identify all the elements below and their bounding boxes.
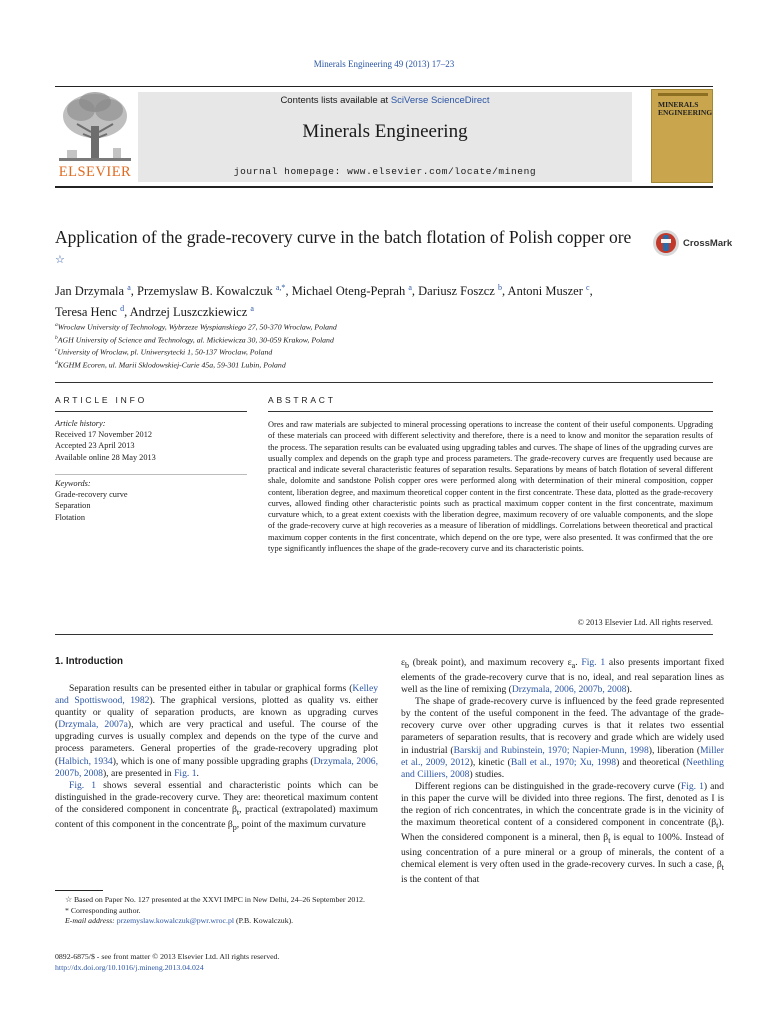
author-list: Jan Drzymala $^a$, Przemyslaw B. Kowalczuk $^{a,*}$, Michael Oteng-Peprah $^a$, Dariusz Foszcz $^b$, Antoni Muszer $^c$, Teresa Henc $^d$, Andrzej Luszczkiewicz $^a$ <box>55 283 593 320</box>
elsevier-wordmark: ELSEVIER <box>58 164 132 180</box>
text-run: ) and theoretical ( <box>616 756 687 768</box>
author[interactable]: Dariusz Foszcz $^b$ <box>418 283 502 299</box>
author[interactable]: Teresa Henc $^d$ <box>55 304 125 320</box>
article-title <box>55 226 640 276</box>
citation-link[interactable]: Ball et al., 1970; Xu, 1998 <box>510 756 617 768</box>
text-run: also presents important fixed elements of the grade-recovery curve that is no, ideal, and real separation lines as well as the line of remixing ( <box>401 657 725 696</box>
keywords-label: Keywords: <box>55 479 91 488</box>
text-run: ε <box>401 657 406 668</box>
citation-link[interactable]: Barskij and Rubinstein, 1970; Napier-Munn, 1998 <box>453 744 649 756</box>
title-footnote-mark[interactable]: ☆ <box>55 254 65 266</box>
body-paragraph <box>401 657 724 696</box>
author[interactable]: Antoni Muszer $^c$ <box>507 283 590 299</box>
text-run: . <box>575 657 582 668</box>
article-info-rule <box>55 411 247 412</box>
online-date: Available online 28 May 2013 <box>55 452 156 462</box>
subscript: p <box>232 822 237 832</box>
subscript: t <box>236 807 240 817</box>
body-paragraph <box>401 781 724 886</box>
body-column-right <box>401 657 724 886</box>
text-run: ), liberation ( <box>648 744 701 756</box>
keywords-rule <box>55 474 247 475</box>
author[interactable]: Jan Drzymala $^a$ <box>55 283 131 299</box>
footnote-star: ☆ Based on Paper No. 127 presented at the XXVI IMPC in New Delhi, 24–26 September 2012. <box>65 895 365 904</box>
cover-title: MINERALS ENGINEERING <box>658 100 713 117</box>
text-run: Separation results can be presented either in tabular or graphical forms ( <box>69 683 353 694</box>
text-run: ). <box>626 684 633 696</box>
doi-link[interactable]: http://dx.doi.org/10.1016/j.mineng.2013.04.024 <box>55 962 204 972</box>
text-run: The shape of grade-recovery curve is influenced by the feed grade represented by the content of the useful component in the feed. The advantage of the grade-recovery curve over other upgrading curves is that it relates two essential parameters of separation results, that is recovery and grade which are widely used in industrial ( <box>401 696 724 756</box>
text-run: ), kinetic ( <box>469 756 511 768</box>
accepted-date: Accepted 23 April 2013 <box>55 441 135 451</box>
text-run: is equal to 100%. Instead of using concentration of a pure mineral or a group of minerals, the content of a chemical element is very often used in the grade-recovery curves. In such a case, β <box>401 832 724 871</box>
subscript: b <box>405 660 410 670</box>
abstract-bottom-rule <box>55 634 713 635</box>
contents-line <box>138 95 632 106</box>
keywords-block <box>55 478 250 523</box>
citation-link[interactable]: Drzymala, 2006, 2007b, 2008 <box>511 684 627 696</box>
contents-prefix: Contents lists available at <box>280 95 391 106</box>
article-history <box>55 418 250 463</box>
abstract-rule <box>268 411 713 412</box>
text-run: ), which is one of many possible upgrading graphs ( <box>112 755 314 767</box>
author[interactable]: Andrzej Luszczkiewicz $^a$ <box>129 304 254 320</box>
text-run: ) studies. <box>469 768 505 780</box>
citation-link[interactable]: Miller et al., 2009, 2012 <box>401 744 724 768</box>
section-heading-introduction: 1. Introduction <box>55 656 124 667</box>
issn-doi-block <box>55 952 378 973</box>
text-run: is the content of that <box>401 874 480 886</box>
subscript: t <box>721 863 724 873</box>
cover-band <box>658 93 708 96</box>
divider-rule <box>55 382 713 383</box>
text-run: ) and in this paper the curve will be divided into three regions. The first, denoted as I is the region of rich concentrates, in which the concentrate grade is in the vicinity of the maximum theoretical content of a considered component in concentrate (β <box>401 780 724 829</box>
affiliation: $^d$KGHM Ecoren, ul. Marii Sklodowskiej-Curie 45a, 59-301 Lubin, Poland <box>55 359 286 370</box>
received-date: Received 17 November 2012 <box>55 430 152 440</box>
citation-link[interactable]: Drzymala, 2007a <box>58 719 128 731</box>
body-paragraph <box>55 780 378 834</box>
author[interactable]: Michael Oteng-Peprah $^a$ <box>291 283 412 299</box>
journal-cover-thumbnail <box>651 89 713 183</box>
footnote-corresponding: * Corresponding author. <box>65 905 141 915</box>
citation-link[interactable]: Kelley and Spottiswood, 1982 <box>55 683 378 707</box>
affiliation: $^b$AGH University of Science and Technology, al. Mickiewicza 30, 30-059 Krakow, Poland <box>55 334 334 345</box>
citation-link[interactable]: Neethling and Cilliers, 2008 <box>401 756 724 780</box>
crossmark-icon <box>652 229 680 257</box>
affiliations <box>55 320 715 370</box>
history-label: Article history: <box>55 419 106 428</box>
text-run: ), which are very practical and useful. The course of the upgrading curves is usually complex and depends on the type of the curve and process parameters. General properties of the grade-recovery upgrading plot ( <box>55 719 378 767</box>
citation-link[interactable]: Drzymala, 2006, 2007b, 2008 <box>55 755 378 779</box>
abstract-heading: ABSTRACT <box>268 395 336 405</box>
affiliation: $^c$University of Wroclaw, pl. Uniwersytecki 1, 50-137 Wroclaw, Poland <box>55 347 273 357</box>
body-column-left <box>55 683 378 834</box>
article-info-heading: ARTICLE INFO <box>55 395 148 405</box>
text-run: shows several essential and characteristic points which can be distinguished in the grade-recovery curve. They are: theoretical maximum content of the considered component in concentrate β <box>55 779 378 815</box>
text-run: . <box>196 767 199 779</box>
affiliation: $^a$Wroclaw University of Technology, Wybrzeze Wyspianskiego 27, 50-370 Wroclaw, Poland <box>55 322 337 332</box>
text-run: , point of the maximum curvature <box>236 818 366 830</box>
sciencedirect-link[interactable]: SciVerse ScienceDirect <box>390 95 490 106</box>
subscript: a <box>571 660 576 670</box>
text-run: ), are presented in <box>102 767 175 779</box>
citation-link[interactable]: Fig. 1 <box>69 779 97 791</box>
abstract-text: Ores and raw materials are subjected to mineral processing operations to increase the content of their useful components. Upgrading of these materials can proceed with different selectivity and therefore, there is a need to know and monitor the separation results of the process. The separation results can be evaluated using upgrading tables and curves. The shape of lines of the upgrading curves are usually complex and depends on the graph type and process parameters. The grade-recovery curves are frequently used because are practical and indicate several characteristic features of separation results. Separations by means of batch flotation of several different shale, dolomite and sandstone Polish copper ores were performed along with determination of their mineral composition, copper content, liberation degree, and maximum theoretical copper content in the first concentrate. These data, plotted as the grade-recovery curves, allowed finding other characteristic points such as practical maximum copper content in the first concentrate, maximum curvature which, to a great extent coexists with the liberation degree, maximum recovery of ore valuable components, and the slope of the grade-recovery curve at high recoveries as a measure of liberation of middlings. Correlations between theoretical and practical maximum copper contents in the first concentrate, which depend on the ore type, were also presented. It was confirmed that the ore type significantly influences the shape of the grade-recovery curve and its characteristic points. <box>268 420 713 553</box>
keyword: Flotation <box>55 512 85 522</box>
crossmark-badge[interactable] <box>652 229 732 259</box>
journal-name: Minerals Engineering <box>302 121 468 142</box>
header-top-rule <box>55 86 713 87</box>
author[interactable]: Przemyslaw B. Kowalczuk $^{a,*}$ <box>137 283 286 299</box>
subscript: t <box>716 821 719 831</box>
crossmark-label: CrossMark <box>683 238 733 249</box>
abstract-copyright: © 2013 Elsevier Ltd. All rights reserved. <box>577 618 713 627</box>
body-paragraph <box>55 683 378 780</box>
subscript: t <box>608 836 611 846</box>
text-run: , practical (extrapolated) maximum content of this component in the concentrate β <box>55 803 378 830</box>
body-paragraph <box>401 696 724 781</box>
citation-link[interactable]: Halbich, 1934 <box>58 755 113 767</box>
text-run: (break point), and maximum recovery ε <box>409 657 572 668</box>
journal-homepage[interactable]: journal homepage: www.elsevier.com/locate/mineng <box>233 166 537 177</box>
text-run: ). When the considered component is a mineral, then β <box>401 817 724 844</box>
citation-link[interactable]: Fig. 1 <box>174 767 197 779</box>
citation-link[interactable]: Fig. 1 <box>680 780 704 792</box>
email-link[interactable]: przemyslaw.kowalczuk@pwr.wroc.pl <box>116 916 235 926</box>
citation-link[interactable]: Fig. 1 <box>581 657 606 668</box>
keyword: Separation <box>55 501 91 511</box>
journal-citation[interactable]: Minerals Engineering 49 (2013) 17–23 <box>313 59 455 69</box>
footnote-email: E-mail address: przemyslaw.kowalczuk@pwr.wroc.pl (P.B. Kowalczuk). <box>65 916 294 926</box>
keyword: Grade-recovery curve <box>55 490 128 500</box>
text-run: ). The graphical versions, plotted as quality vs. either quantity or quality of separation products, are known as upgrading curves ( <box>55 695 379 731</box>
header-bottom-rule <box>55 186 713 188</box>
footnotes <box>55 895 378 927</box>
text-run: Different regions can be distinguished in the grade-recovery curve ( <box>415 780 681 792</box>
footnote-rule <box>55 890 103 891</box>
issn-line: 0892-6875/$ - see front matter © 2013 Elsevier Ltd. All rights reserved. <box>55 952 280 961</box>
article-title-text: Application of the grade-recovery curve in the batch flotation of Polish copper ore <box>55 227 632 247</box>
